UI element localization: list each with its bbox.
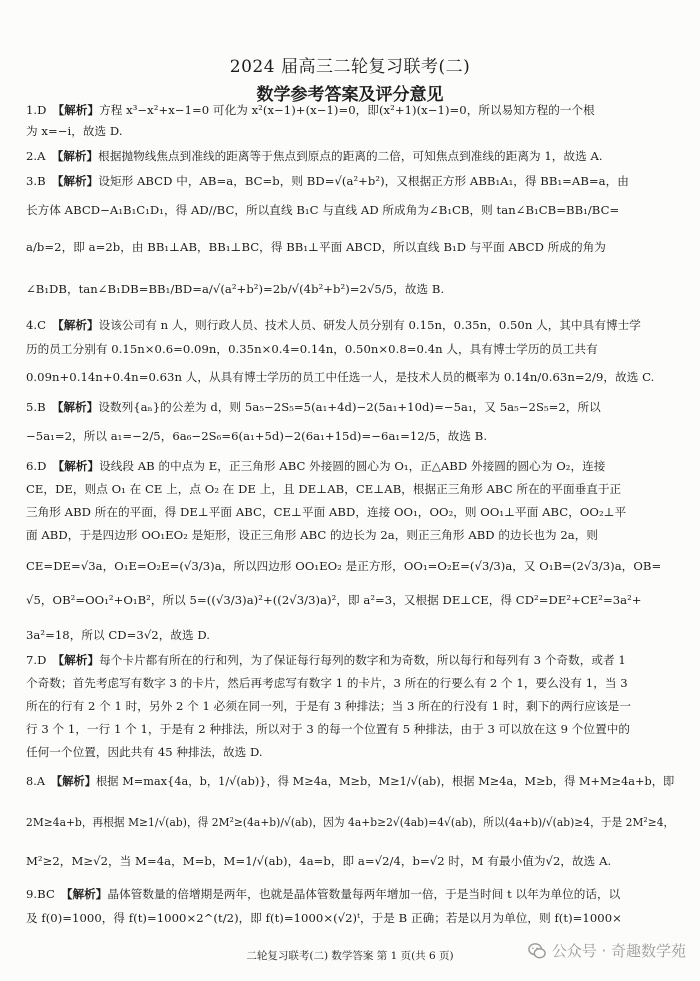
answer-line [26, 428, 487, 444]
line-text: 历的员工分别有 0.15n×0.6=0.09n，0.35n×0.4=0.14n，0.50n×0.8=0.4n 人，具有博士学历的员工共有 [26, 342, 598, 356]
line-text: 任何一个位置，因此共有 45 种排法，故选 D. [26, 745, 263, 759]
line-text: 2M≥4a+b，再根据 M≥1/√(ab)，得 2M²≥(4a+b)/√(ab)，因为 4a+b≥2√(4ab)=4√(ab)，所以(4a+b)/√(ab)≥4，于是 2M²≥4， [26, 815, 675, 829]
question-number: 4.C [26, 318, 47, 332]
answer-line [26, 173, 629, 189]
analysis-tag: 【解析】 [51, 400, 99, 414]
line-text: CE，DE，则点 O₁ 在 CE 上，点 O₂ 在 DE 上，且 DE⊥AB，CE⊥AB，根据正三角形 ABC 所在的平面垂直于正 [26, 482, 622, 496]
line-text: 面 ABD，于是四边形 OO₁EO₂ 是矩形，设正三角形 ABC 的边长为 2a，则正三角形 ABD 的边长也为 2a，则 [26, 528, 599, 542]
page-subtitle: 数学参考答案及评分意见 [256, 85, 444, 105]
line-text: 长方体 ABCD−A₁B₁C₁D₁，得 AD//BC，所以直线 B₁C 与直线 AD 所成角为∠B₁CB，则 tan∠B₁CB=BB₁/BC= [26, 203, 620, 217]
analysis-tag: 【解析】 [52, 653, 100, 667]
answer-line [26, 527, 598, 543]
line-text: −5a₁=2，所以 a₁=−2/5，6a₆−2S₆=6(a₁+5d)−2(6a₁+15d)=−6a₁=12/5，故选 B. [26, 429, 488, 443]
watermark [528, 940, 686, 961]
answer-line [26, 814, 674, 830]
line-text: 设矩形 ABCD 中，AB=a，BC=b，则 BD=√(a²+b²)，又根据正方形 ABB₁A₁，得 BB₁=AB=a，由 [98, 174, 629, 188]
answer-line [26, 504, 626, 520]
answer-line [26, 721, 630, 737]
line-text: 0.09n+0.14n+0.4n=0.63n 人，从具有博士学历的员工中任选一人，是技术人员的概率为 0.14n/0.63n=2/9，故选 C. [26, 370, 655, 384]
question-number: 9.BC [26, 887, 55, 901]
answer-line [26, 627, 210, 643]
question-number: 2.A [26, 149, 46, 163]
question-number: 5.B [26, 400, 46, 414]
answer-line [26, 123, 123, 139]
page-footer: 二轮复习联考(二) 数学答案 第 1 页(共 6 页) [246, 950, 454, 962]
analysis-tag: 【解析】 [52, 103, 100, 117]
question-number: 1.D [26, 103, 47, 117]
answer-line [26, 148, 603, 164]
line-text: 三角形 ABD 所在的平面，得 DE⊥平面 ABC，CE⊥平面 ABD，连接 OO₁，OO₂，则 OO₁⊥平面 ABC，OO₂⊥平 [26, 505, 627, 519]
line-text: a/b=2，即 a=2b，由 BB₁⊥AB，BB₁⊥BC，得 BB₁⊥平面 ABCD，所以直线 B₁D 与平面 ABCD 所成的角为 [26, 240, 606, 254]
question-number: 3.B [26, 174, 46, 188]
answer-line [26, 698, 631, 714]
line-text: 设线段 AB 的中点为 E，正三角形 ABC 外接圆的圆心为 O₁，正△ABD 外接圆的圆心为 O₂，连接 [99, 459, 606, 473]
line-text: 每个卡片都有所在的行和列，为了保证每行每列的数字和为奇数，所以每行和每列有 3 个奇数，或者 1 [99, 653, 626, 667]
answer-line [26, 886, 620, 902]
answer-line [26, 853, 611, 869]
answer-line [26, 652, 626, 668]
line-text: 3a²=18，所以 CD=3√2，故选 D. [26, 628, 211, 642]
line-text: 根据 M=max{4a，b，1/√(ab)}，得 M≥4a，M≥b，M≥1/√(ab)，根据 M≥4a，M≥b，得 M+M≥4a+b，即 [96, 774, 675, 788]
line-text: 所在的行有 2 个 1 时，另外 2 个 1 必须在同一列，于是有 3 种排法；当 3 所在的行没有 1 时，剩下的两行应该是一 [26, 699, 631, 713]
answer-line [26, 317, 641, 333]
answer-line [26, 202, 619, 218]
answer-line [26, 458, 605, 474]
answer-line [26, 341, 598, 357]
answer-line [26, 399, 601, 415]
answer-line [26, 744, 263, 760]
line-text: CE=DE=√3a，O₁E=O₂E=(√3/3)a，所以四边形 OO₁EO₂ 是正方形，OO₁=O₂E=(√3/3)a，又 O₁B=(2√3/3)a，OB= [26, 559, 662, 573]
line-text: 方程 x³−x²+x−1=0 可化为 x²(x−1)+(x−1)=0，即(x²+1)(x−1)=0，所以易知方程的一个根 [99, 103, 595, 117]
answer-line [26, 369, 654, 385]
answer-line [26, 281, 444, 297]
wechat-icon [528, 942, 546, 960]
question-number: 8.A [26, 774, 46, 788]
question-number: 7.D [26, 653, 47, 667]
answer-line [26, 239, 606, 255]
line-text: 设该公司有 n 人，则行政人员、技术人员、研发人员分别有 0.15n，0.35n，0.50n 人，其中具有博士学 [98, 318, 641, 332]
analysis-tag: 【解析】 [51, 149, 99, 163]
analysis-tag: 【解析】 [52, 459, 100, 473]
question-number: 6.D [26, 459, 47, 473]
line-text: 及 f(0)=1000，得 f(t)=1000×2^(t/2)，即 f(t)=1000×(√2)ᵗ，于是 B 正确；若是以月为单位，则 f(t)=1000× [26, 911, 622, 925]
line-text: 为 x=−i，故选 D. [26, 124, 123, 138]
line-text: M²≥2，M≥√2，当 M=4a，M=b，M=1/√(ab)，4a=b，即 a=√2/4，b=√2 时，M 有最小值为√2，故选 A. [26, 854, 612, 868]
answer-line [26, 910, 622, 926]
line-text: 根据抛物线焦点到准线的距离等于焦点到原点的距离的二倍，可知焦点到准线的距离为 1，故选 A. [98, 149, 603, 163]
line-text: √5，OB²=OO₁²+O₁B²，所以 5=((√3/3)a)²+((2√3/3)a)²，即 a²=3，又根据 DE⊥CE，得 CD²=DE²+CE²=3a²+ [26, 593, 642, 607]
answer-line [26, 773, 674, 789]
answer-line [26, 675, 628, 691]
answer-line [26, 558, 661, 574]
analysis-tag: 【解析】 [60, 887, 108, 901]
analysis-tag: 【解析】 [51, 174, 99, 188]
page-title: 2024 届高三二轮复习联考(二) [229, 57, 471, 77]
line-text: 设数列{aₙ}的公差为 d，则 5a₅−2S₅=5(a₁+4d)−2(5a₁+10d)=−5a₁，又 5a₅−2S₅=2，所以 [98, 400, 601, 414]
watermark-text: 公众号 · 奇趣数学苑 [551, 942, 686, 960]
line-text: 个奇数；首先考虑写有数字 3 的卡片，然后再考虑写有数字 1 的卡片，3 所在的行要么有 2 个 1，要么没有 1，当 3 [26, 676, 628, 690]
answer-line [26, 592, 642, 608]
line-text: ∠B₁DB，tan∠B₁DB=BB₁/BD=a/√(a²+b²)=2b/√(4b²+b²)=2√5/5，故选 B. [26, 282, 445, 296]
answer-line [26, 481, 621, 497]
analysis-tag: 【解析】 [50, 774, 97, 788]
line-text: 晶体管数量的倍增期是两年，也就是晶体管数量每两年增加一倍，于是当时间 t 以年为单位的话，以 [107, 887, 621, 901]
answer-line [26, 102, 595, 118]
line-text: 行 3 个 1，一行 1 个 1，于是有 2 种排法，所以对于 3 的每一个位置有 5 种排法，由于 3 可以放在这 9 个位置中的 [26, 722, 630, 736]
analysis-tag: 【解析】 [52, 318, 99, 332]
